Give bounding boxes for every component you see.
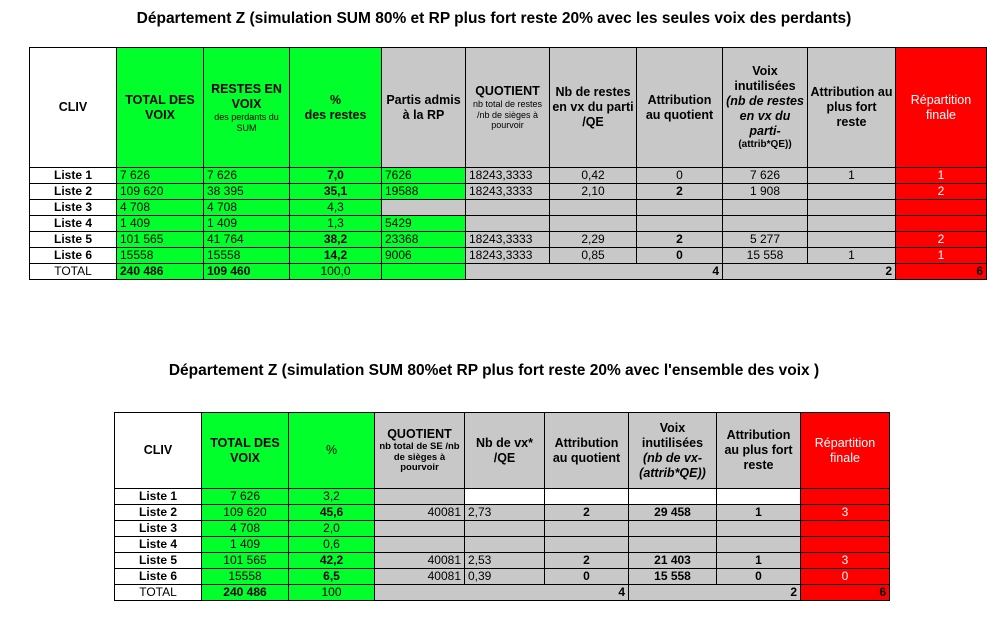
table-cell: 1,3: [290, 216, 382, 232]
table-cell: 0,42: [550, 168, 637, 184]
table-cell: 5 277: [723, 232, 808, 248]
table-total-row: TOTAL 240 486 109 460 100,0 4 2 6: [30, 264, 987, 280]
table-cell: 14,2: [290, 248, 382, 264]
table-cell: [545, 489, 629, 505]
table-cell: [637, 200, 723, 216]
table-cell: [375, 521, 465, 537]
table-cell: 100,0: [290, 264, 382, 280]
header-attrib-plus-fort-reste: Attribution au plus fort reste: [808, 48, 896, 168]
header-quotient: QUOTIENT nb total de restes /nb de sièges à pourvoir: [466, 48, 550, 168]
table-cell: [717, 537, 801, 553]
table-cell: Liste 5: [30, 232, 117, 248]
table-cell: 0,39: [465, 569, 545, 585]
table-cell: 2: [896, 232, 987, 248]
table-sum-rp-ensemble: [114, 412, 890, 601]
table-cell: 15558: [204, 248, 290, 264]
table-cell: 1: [717, 505, 801, 521]
table-cell: 2,73: [465, 505, 545, 521]
table-cell: 7 626: [202, 489, 289, 505]
table-cell: [629, 489, 717, 505]
header-voix-inutilisees: Voix inutilisées (nb de restes en vx du parti- (attrib*QE)): [723, 48, 808, 168]
table-cell: 18243,3333: [466, 184, 550, 200]
table-cell: 35,1: [290, 184, 382, 200]
table-row: [30, 248, 987, 264]
table-row: [115, 569, 890, 585]
table-cell: 41 764: [204, 232, 290, 248]
table-cell: 5429: [382, 216, 466, 232]
table-cell: [545, 521, 629, 537]
header-attrib-plus-fort-reste: Attribution au plus fort reste: [717, 413, 801, 489]
table-cell: [550, 200, 637, 216]
table-cell: 1 409: [117, 216, 204, 232]
table-cell: Liste 4: [115, 537, 202, 553]
header-restes-voix: RESTES EN VOIX des perdants du SUM: [204, 48, 290, 168]
table-cell: [465, 537, 545, 553]
table-cell: 1 908: [723, 184, 808, 200]
table-cell: 45,6: [289, 505, 375, 521]
table-row: [30, 184, 987, 200]
table-cell: [550, 216, 637, 232]
table-cell: 1 409: [202, 537, 289, 553]
table-cell: Liste 1: [30, 168, 117, 184]
table-cell: [545, 537, 629, 553]
table-cell: TOTAL: [30, 264, 117, 280]
table-cell: [896, 216, 987, 232]
table-cell: [466, 216, 550, 232]
table-cell: 109 460: [204, 264, 290, 280]
table-cell: 2,10: [550, 184, 637, 200]
table-total-row: TOTAL 240 486 100 4 2 6: [115, 585, 890, 601]
header-cliv: CLIV: [115, 413, 202, 489]
table-cell: 109 620: [202, 505, 289, 521]
table-cell: 2,0: [289, 521, 375, 537]
table-cell: 6: [801, 585, 890, 601]
header-attrib-quotient: Attribution au quotient: [637, 48, 723, 168]
table-row: [115, 537, 890, 553]
table-cell: 109 620: [117, 184, 204, 200]
table-cell: 4 708: [202, 521, 289, 537]
header-quotient: QUOTIENT nb total de SE /nb de sièges à pourvoir: [375, 413, 465, 489]
header-nb-restes: Nb de restes en vx du parti /QE: [550, 48, 637, 168]
table-cell: Liste 6: [115, 569, 202, 585]
table-cell: 1: [896, 168, 987, 184]
table-cell: 4 708: [117, 200, 204, 216]
table-cell: 0,85: [550, 248, 637, 264]
table-cell: [375, 489, 465, 505]
table-cell: 7 626: [723, 168, 808, 184]
table-cell: Liste 6: [30, 248, 117, 264]
table-cell: 40081: [375, 505, 465, 521]
table-cell: Liste 2: [30, 184, 117, 200]
header-pct: %: [289, 413, 375, 489]
table-cell: 18243,3333: [466, 248, 550, 264]
table-cell: Liste 3: [115, 521, 202, 537]
table-cell: 3,2: [289, 489, 375, 505]
table-cell: 0: [801, 569, 890, 585]
table-cell: 2,53: [465, 553, 545, 569]
table-cell: 4,3: [290, 200, 382, 216]
table-cell: 4 708: [204, 200, 290, 216]
table-cell: 40081: [375, 569, 465, 585]
table-cell: 2: [637, 232, 723, 248]
table-cell: 6,5: [289, 569, 375, 585]
table-cell: [465, 521, 545, 537]
table-row: [30, 200, 987, 216]
table-cell: Liste 5: [115, 553, 202, 569]
header-repartition-finale: Répartition finale: [801, 413, 890, 489]
table-cell: 7 626: [117, 168, 204, 184]
table-cell: 3: [801, 505, 890, 521]
table-cell: 6: [896, 264, 987, 280]
table-cell: [896, 200, 987, 216]
table-cell: [801, 489, 890, 505]
table-row: [115, 505, 890, 521]
table-cell: 2: [545, 505, 629, 521]
table-cell: 1: [717, 553, 801, 569]
table-cell: [808, 200, 896, 216]
header-total-voix: TOTAL DES VOIX: [202, 413, 289, 489]
header-voix-inutilisees: Voix inutilisées (nb de vx- (attrib*QE)): [629, 413, 717, 489]
table-cell: 18243,3333: [466, 232, 550, 248]
header-partis-admis: Partis admis à la RP: [382, 48, 466, 168]
title-table-2: Département Z (simulation SUM 80%et RP plus fort reste 20% avec l'ensemble des voix ): [168, 362, 820, 379]
table-cell: [801, 537, 890, 553]
table-cell: 0: [637, 168, 723, 184]
table-cell: 2: [637, 184, 723, 200]
table-cell: Liste 2: [115, 505, 202, 521]
table-cell: [808, 184, 896, 200]
table-cell: 7 626: [204, 168, 290, 184]
table-cell: [466, 200, 550, 216]
table-cell: 23368: [382, 232, 466, 248]
table-cell: 2,29: [550, 232, 637, 248]
table-cell: [629, 537, 717, 553]
header-cliv: CLIV: [30, 48, 117, 168]
table-cell: 2: [896, 184, 987, 200]
header-pct-restes: % des restes: [290, 48, 382, 168]
table-cell: [717, 489, 801, 505]
table-cell: 29 458: [629, 505, 717, 521]
table-cell: 3: [801, 553, 890, 569]
header-nb-vx: Nb de vx* /QE: [465, 413, 545, 489]
table-cell: [382, 200, 466, 216]
table-row: [30, 216, 987, 232]
table-cell: [465, 489, 545, 505]
table-cell: 1: [808, 248, 896, 264]
table-cell: 1: [896, 248, 987, 264]
table-cell: 19588: [382, 184, 466, 200]
header-attrib-quotient: Attribution au quotient: [545, 413, 629, 489]
table-cell: 101 565: [202, 553, 289, 569]
header-total-voix: TOTAL DES VOIX: [117, 48, 204, 168]
table-cell: [808, 232, 896, 248]
table-row: [115, 521, 890, 537]
table-cell: 0: [545, 569, 629, 585]
table-cell: 21 403: [629, 553, 717, 569]
table-cell: TOTAL: [115, 585, 202, 601]
table-cell: Liste 1: [115, 489, 202, 505]
table-row: [30, 232, 987, 248]
table-cell: 15 558: [629, 569, 717, 585]
table-cell: [629, 521, 717, 537]
table-cell: 101 565: [117, 232, 204, 248]
table-cell: 40081: [375, 553, 465, 569]
table-cell: 18243,3333: [466, 168, 550, 184]
table-row: [115, 553, 890, 569]
table-row: [30, 168, 987, 184]
table-cell: Liste 4: [30, 216, 117, 232]
table-cell: [808, 216, 896, 232]
table-cell: [801, 521, 890, 537]
table-cell: 15558: [202, 569, 289, 585]
table-cell: 7626: [382, 168, 466, 184]
table-cell: 100: [289, 585, 375, 601]
table-cell: [723, 216, 808, 232]
table-cell: [637, 216, 723, 232]
table-cell: 15558: [117, 248, 204, 264]
table-sum-rp-perdants: [29, 47, 987, 280]
table-row: [115, 489, 890, 505]
table-cell: 0: [637, 248, 723, 264]
table-cell: 240 486: [117, 264, 204, 280]
table-cell: 9006: [382, 248, 466, 264]
table-cell: 0: [717, 569, 801, 585]
table-cell: [723, 200, 808, 216]
table-cell: 2: [545, 553, 629, 569]
table-cell: 38,2: [290, 232, 382, 248]
table-cell: [375, 537, 465, 553]
table-cell: 1: [808, 168, 896, 184]
title-table-1: Département Z (simulation SUM 80% et RP plus fort reste 20% avec les seules voix des perdants): [136, 10, 852, 27]
table-cell: 240 486: [202, 585, 289, 601]
table-cell: 38 395: [204, 184, 290, 200]
table-cell: 1 409: [204, 216, 290, 232]
header-repartition-finale: Répartition finale: [896, 48, 987, 168]
table-cell: [717, 521, 801, 537]
table-cell: 0,6: [289, 537, 375, 553]
table-cell: 42,2: [289, 553, 375, 569]
table-cell: Liste 3: [30, 200, 117, 216]
table-cell: 15 558: [723, 248, 808, 264]
table-cell: 7,0: [290, 168, 382, 184]
